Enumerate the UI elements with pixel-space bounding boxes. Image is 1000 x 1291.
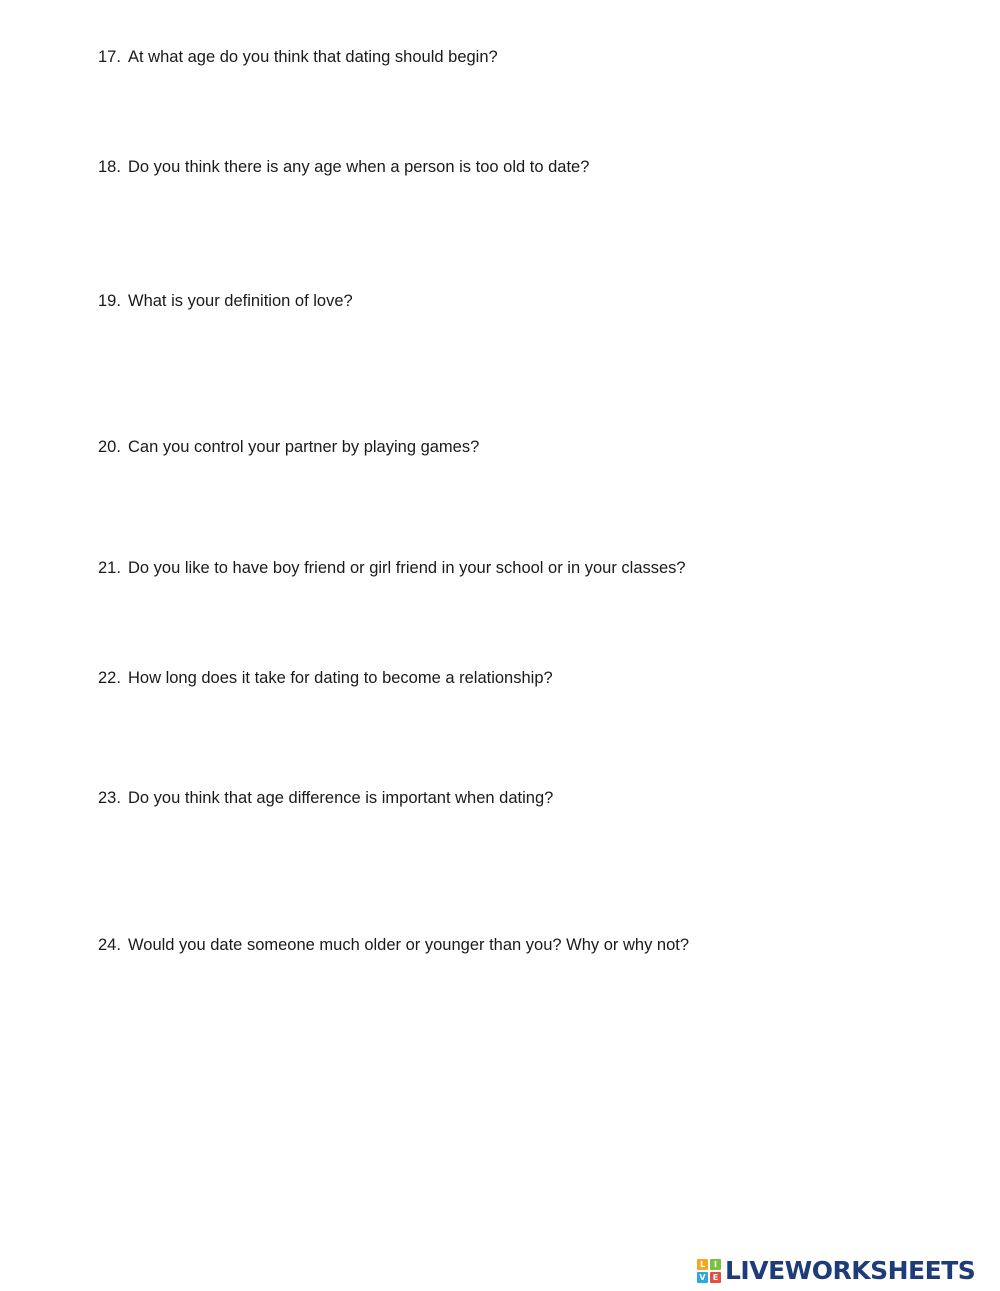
question-number: 17. — [98, 48, 121, 66]
question-21 — [98, 558, 686, 578]
logo-tile-v: V — [697, 1272, 708, 1283]
question-number: 18. — [98, 158, 121, 176]
logo-tile-i: I — [710, 1259, 721, 1270]
logo-wordmark: LIVEWORKSHEETS — [725, 1256, 976, 1285]
question-text: Do you think that age difference is important when dating? — [128, 789, 554, 807]
logo-tile-e: E — [710, 1272, 721, 1283]
question-text: Can you control your partner by playing games? — [128, 438, 480, 456]
logo-tiles-icon — [697, 1259, 721, 1283]
question-text: Do you think there is any age when a person is too old to date? — [128, 158, 590, 176]
logo-tile-l: L — [697, 1259, 708, 1270]
question-18 — [98, 157, 589, 177]
question-number: 24. — [98, 936, 121, 954]
liveworksheets-logo — [697, 1257, 975, 1285]
question-24 — [98, 935, 689, 955]
question-19 — [98, 291, 353, 311]
question-text: Do you like to have boy friend or girl friend in your school or in your classes? — [128, 559, 686, 577]
question-text: What is your definition of love? — [128, 292, 353, 310]
question-number: 23. — [98, 789, 121, 807]
question-text: At what age do you think that dating should begin? — [128, 48, 498, 66]
question-20 — [98, 437, 479, 457]
question-22 — [98, 668, 553, 688]
question-number: 21. — [98, 559, 121, 577]
question-text: Would you date someone much older or younger than you? Why or why not? — [128, 936, 690, 954]
question-number: 20. — [98, 438, 121, 456]
question-number: 22. — [98, 669, 121, 687]
question-text: How long does it take for dating to become a relationship? — [128, 669, 553, 687]
question-17 — [98, 47, 498, 67]
question-23 — [98, 788, 553, 808]
question-number: 19. — [98, 292, 121, 310]
